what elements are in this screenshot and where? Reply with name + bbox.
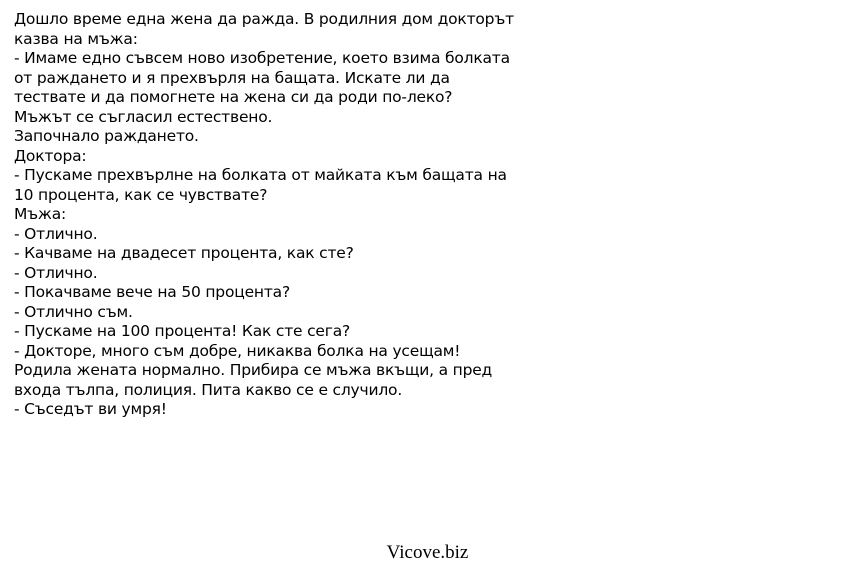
joke-line: - Докторе, много съм добре, никаква болка на усещам!: [14, 341, 461, 360]
joke-line: Мъжа:: [14, 205, 67, 223]
joke-line: тествате и да помогнете на жена си да роди по-леко?: [14, 88, 453, 106]
joke-line: - Покачваме вече на 50 процента?: [14, 283, 290, 301]
joke-line: - Съседът ви умря!: [14, 400, 167, 418]
joke-line: Родила жената нормално. Прибира се мъжа вкъщи, а пред: [14, 361, 493, 379]
joke-line: - Пускаме прехвърлне на болката от майката към бащата на: [14, 166, 507, 184]
joke-line: Започнало раждането.: [14, 127, 199, 145]
joke-line: Дошло време една жена да ражда. В родилния дом докторът: [14, 10, 514, 28]
site-watermark: Vicove.biz: [386, 542, 469, 563]
joke-line: Доктора:: [14, 146, 87, 165]
joke-line: - Отлично съм.: [14, 302, 133, 321]
joke-line: казва на мъжа:: [14, 29, 138, 48]
joke-line: от раждането и я прехвърля на бащата. Искате ли да: [14, 68, 450, 87]
joke-line: - Качваме на двадесет процента, как сте?: [14, 244, 354, 262]
joke-line: - Пускаме на 100 процента! Как сте сега?: [14, 322, 351, 340]
joke-text: [14, 10, 854, 420]
joke-line: - Отлично.: [14, 224, 98, 243]
joke-line: - Отлично.: [14, 263, 98, 282]
joke-line: 10 процента, как се чувствате?: [14, 185, 268, 204]
joke-line: - Имаме едно съвсем ново изобретение, което взима болката: [14, 49, 510, 67]
joke-line: входа тълпа, полиция. Пита какво се е случило.: [14, 380, 403, 399]
joke-line: Мъжът се съгласил естествено.: [14, 107, 273, 126]
